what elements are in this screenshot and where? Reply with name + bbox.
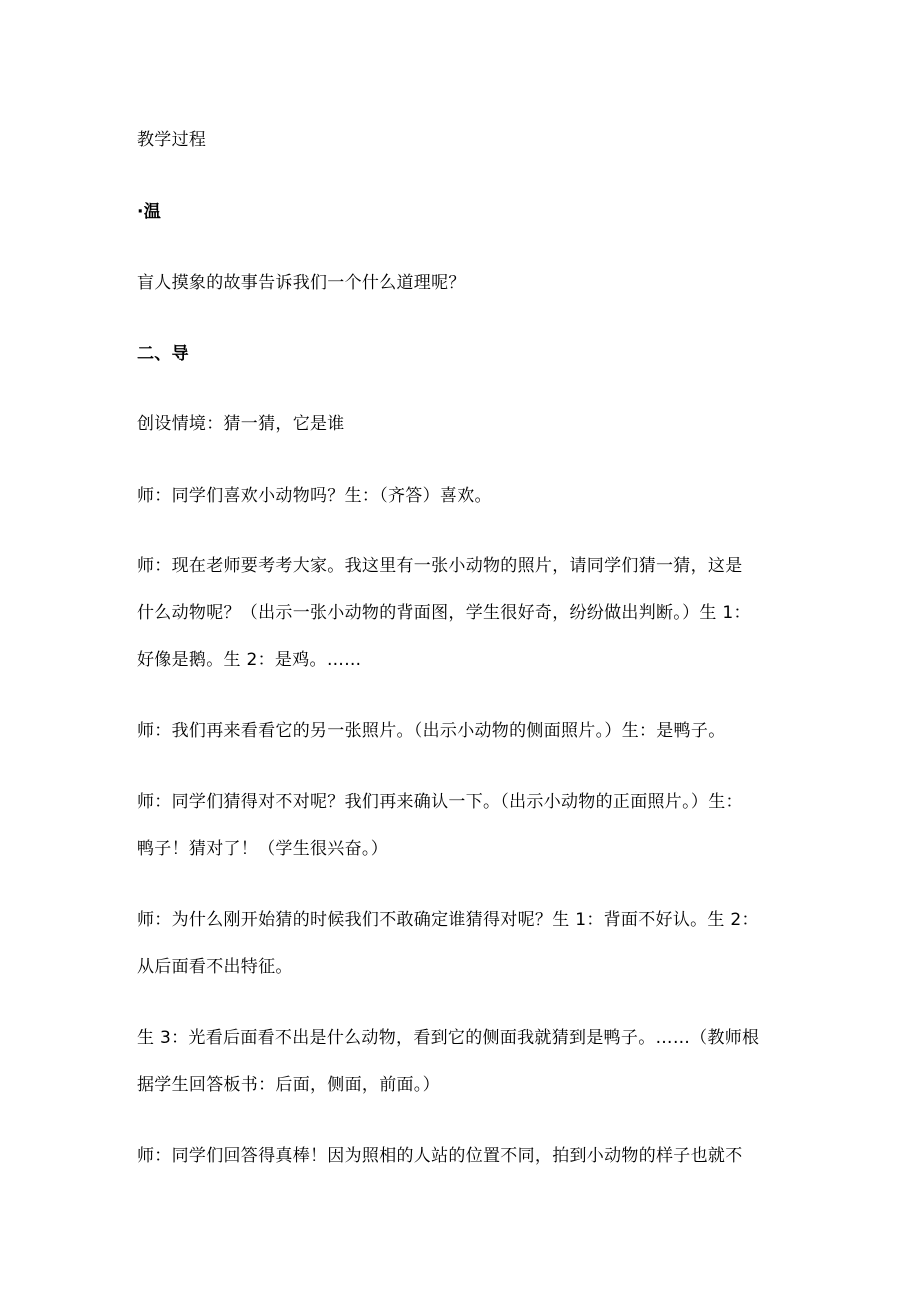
dialogue-line: 师：同学们回答得真棒！因为照相的人站的位置不同，拍到小动物的样子也就不 <box>137 1146 743 1166</box>
review-question: 盲人摸象的故事告诉我们一个什么道理呢？ <box>137 273 466 293</box>
dialogue-line: 师：同学们喜欢小动物吗？生：（齐答）喜欢。 <box>137 486 492 506</box>
heading-review: ·温 <box>137 202 162 222</box>
dialogue-line: 师：现在老师要考考大家。我这里有一张小动物的照片，请同学们猜一猜，这是 <box>137 556 743 576</box>
dialogue-line: 好像是鹅。生 2：是鸡。…… <box>137 650 362 670</box>
scenario-line: 创设情境：猜一猜，它是谁 <box>137 414 345 434</box>
dialogue-line: 师：为什么刚开始猜的时候我们不敢确定谁猜得对呢？生 1：背面不好认。生 2： <box>137 910 759 930</box>
dialogue-line: 据学生回答板书：后面，侧面，前面。） <box>137 1075 440 1095</box>
dialogue-line: 师：同学们猜得对不对呢？我们再来确认一下。（出示小动物的正面照片。）生： <box>137 792 743 812</box>
section-title: 教学过程 <box>137 130 207 150</box>
heading-introduction: 二、导 <box>137 344 189 364</box>
dialogue-line: 从后面看不出特征。 <box>137 957 293 977</box>
dialogue-line: 生 3：光看后面看不出是什么动物，看到它的侧面我就猜到是鸭子。……（教师根 <box>137 1028 760 1048</box>
dialogue-line: 鸭子！猜对了！（学生很兴奋。） <box>137 839 388 859</box>
dialogue-line: 师：我们再来看看它的另一张照片。（出示小动物的侧面照片。）生：是鸭子。 <box>137 721 726 741</box>
dialogue-line: 什么动物呢？（出示一张小动物的背面图，学生很好奇，纷纷做出判断。）生 1： <box>137 603 751 623</box>
